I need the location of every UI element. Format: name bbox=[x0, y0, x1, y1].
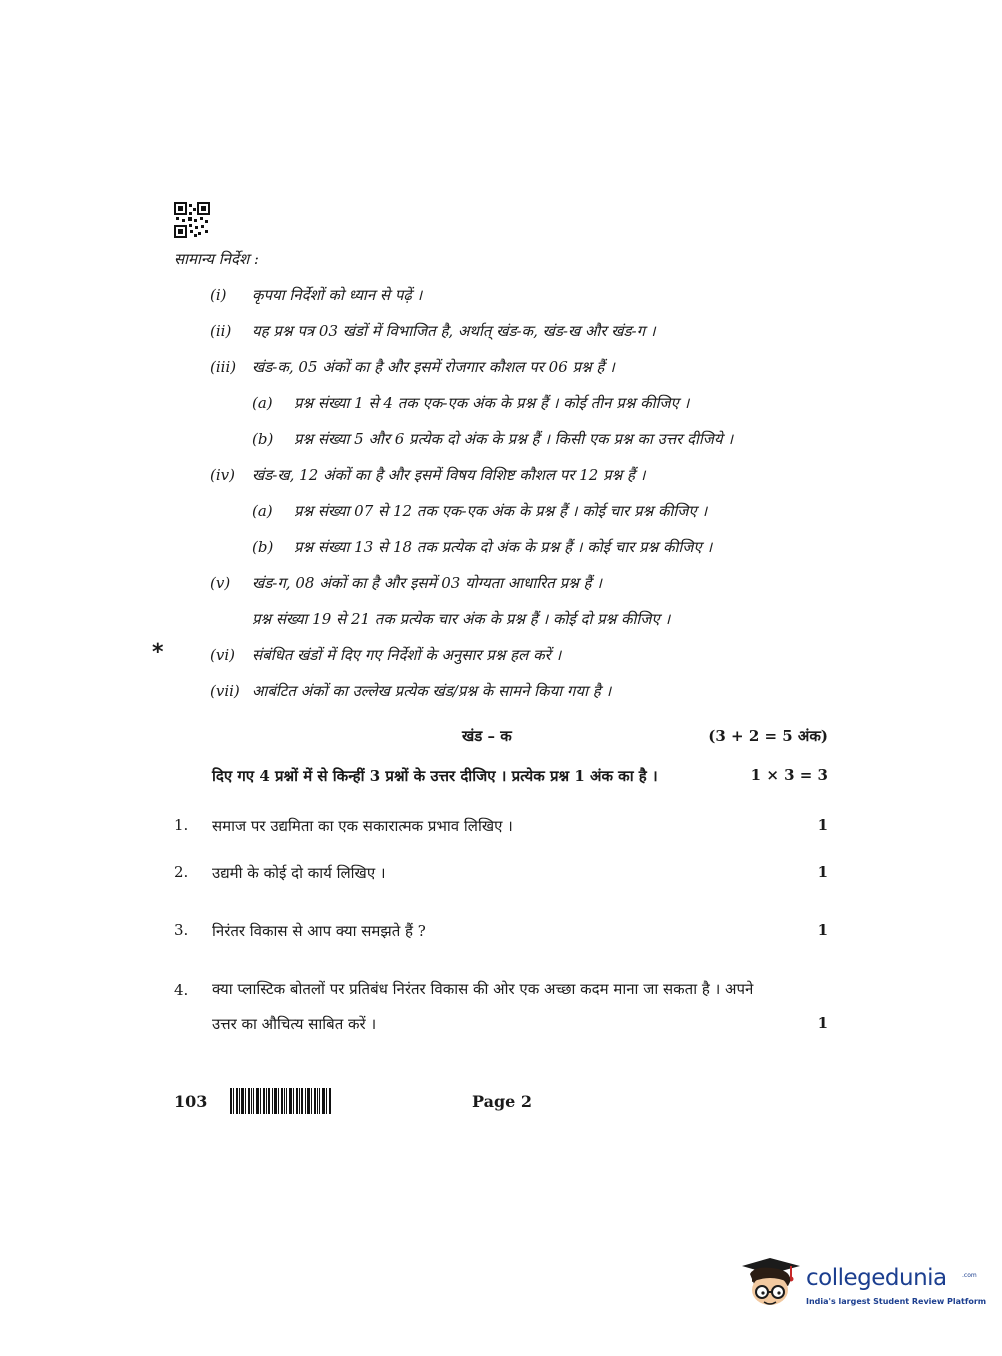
asterisk-mark: * bbox=[152, 640, 164, 665]
question-number: 1. bbox=[174, 816, 189, 834]
instruction-number: (vi) bbox=[210, 646, 235, 664]
question-marks: 1 bbox=[817, 863, 828, 881]
question-number: 4. bbox=[174, 981, 189, 999]
instruction-text: प्रश्न संख्या 13 से 18 तक प्रत्येक दो अंक के प्रश्न हैं । कोई चार प्रश्न कीजिए । bbox=[294, 538, 713, 556]
question-text-continuation: उत्तर का औचित्य साबित करें । bbox=[212, 1015, 377, 1033]
instruction-number: (iii) bbox=[210, 358, 237, 376]
instruction-number: (b) bbox=[252, 538, 274, 556]
instruction-number: (v) bbox=[210, 574, 231, 592]
logo-wordmark: collegedunia bbox=[806, 1265, 947, 1291]
instruction-subitem bbox=[252, 393, 689, 413]
instruction-item bbox=[210, 645, 561, 665]
general-instructions-heading: सामान्य निर्देश : bbox=[174, 250, 259, 268]
instruction-text: आबंटित अंकों का उल्लेख प्रत्येक खंड/प्रश्न के सामने किया गया है । bbox=[252, 682, 612, 700]
instruction-number: (i) bbox=[210, 286, 227, 304]
instruction-number: (iv) bbox=[210, 466, 235, 484]
page-number: Page 2 bbox=[472, 1092, 533, 1111]
instruction-subitem bbox=[252, 537, 712, 557]
instruction-number: (a) bbox=[252, 394, 273, 412]
instruction-text: प्रश्न संख्या 19 से 21 तक प्रत्येक चार अंक के प्रश्न हैं । कोई दो प्रश्न कीजिए । bbox=[252, 610, 671, 628]
question-marks: 1 bbox=[817, 816, 828, 834]
logo-domain: .com bbox=[962, 1272, 977, 1279]
instruction-text: खंड-ग, 08 अंकों का है और इसमें 03 योग्यता आधारित प्रश्न हैं । bbox=[252, 574, 602, 592]
section-intro: दिए गए 4 प्रश्नों में से किन्हीं 3 प्रश्नों के उत्तर दीजिए । प्रत्येक प्रश्न 1 अंक का है । bbox=[212, 767, 658, 785]
instruction-text: प्रश्न संख्या 1 से 4 तक एक-एक अंक के प्रश्न हैं । कोई तीन प्रश्न कीजिए । bbox=[294, 394, 690, 412]
instruction-continuation bbox=[252, 609, 670, 629]
section-marks: (3 + 2 = 5 अंक) bbox=[708, 727, 828, 745]
instruction-item bbox=[210, 321, 656, 341]
instruction-number: (vii) bbox=[210, 682, 240, 700]
question-number: 3. bbox=[174, 921, 189, 939]
question-text: समाज पर उद्यमिता का एक सकारात्मक प्रभाव लिखिए । bbox=[212, 817, 513, 835]
instruction-text: यह प्रश्न पत्र 03 खंडों में विभाजित है, अर्थात् खंड-क, खंड-ख और खंड-ग । bbox=[252, 322, 656, 340]
question-number: 2. bbox=[174, 863, 189, 881]
question-marks: 1 bbox=[817, 1014, 828, 1032]
instruction-subitem bbox=[252, 501, 707, 521]
instruction-number: (b) bbox=[252, 430, 274, 448]
instruction-number: (a) bbox=[252, 502, 273, 520]
instruction-text: कृपया निर्देशों को ध्यान से पढ़ें । bbox=[252, 286, 423, 304]
question-text: निरंतर विकास से आप क्या समझते हैं ? bbox=[212, 922, 426, 940]
instruction-text: प्रश्न संख्या 5 और 6 प्रत्येक दो अंक के प्रश्न हैं । किसी एक प्रश्न का उत्तर दीजिये । bbox=[294, 430, 734, 448]
instruction-text: संबंधित खंडों में दिए गए निर्देशों के अनुसार प्रश्न हल करें । bbox=[252, 646, 562, 664]
instruction-item bbox=[210, 357, 615, 377]
instruction-text: प्रश्न संख्या 07 से 12 तक एक-एक अंक के प्रश्न हैं । कोई चार प्रश्न कीजिए । bbox=[294, 502, 708, 520]
qr-code-icon bbox=[174, 202, 210, 238]
instruction-subitem bbox=[252, 429, 733, 449]
section-title: खंड – क bbox=[462, 727, 512, 745]
instruction-item bbox=[210, 285, 422, 305]
instruction-text: खंड-क, 05 अंकों का है और इसमें रोजगार कौशल पर 06 प्रश्न हैं । bbox=[252, 358, 615, 376]
section-intro-marks: 1 × 3 = 3 bbox=[750, 766, 828, 784]
question-text: उद्यमी के कोई दो कार्य लिखिए । bbox=[212, 864, 386, 882]
barcode-icon bbox=[230, 1088, 332, 1114]
instruction-item bbox=[210, 573, 602, 593]
instruction-item bbox=[210, 465, 645, 485]
paper-code: 103 bbox=[174, 1092, 208, 1111]
instruction-number: (ii) bbox=[210, 322, 232, 340]
question-marks: 1 bbox=[817, 921, 828, 939]
logo-tagline: India's largest Student Review Platform bbox=[806, 1297, 987, 1306]
instruction-item bbox=[210, 681, 611, 701]
question-text: क्या प्लास्टिक बोतलों पर प्रतिबंध निरंतर विकास की ओर एक अच्छा कदम माना जा सकता है । अपने bbox=[212, 980, 754, 998]
instruction-text: खंड-ख, 12 अंकों का है और इसमें विषय विशिष्ट कौशल पर 12 प्रश्न हैं । bbox=[252, 466, 646, 484]
